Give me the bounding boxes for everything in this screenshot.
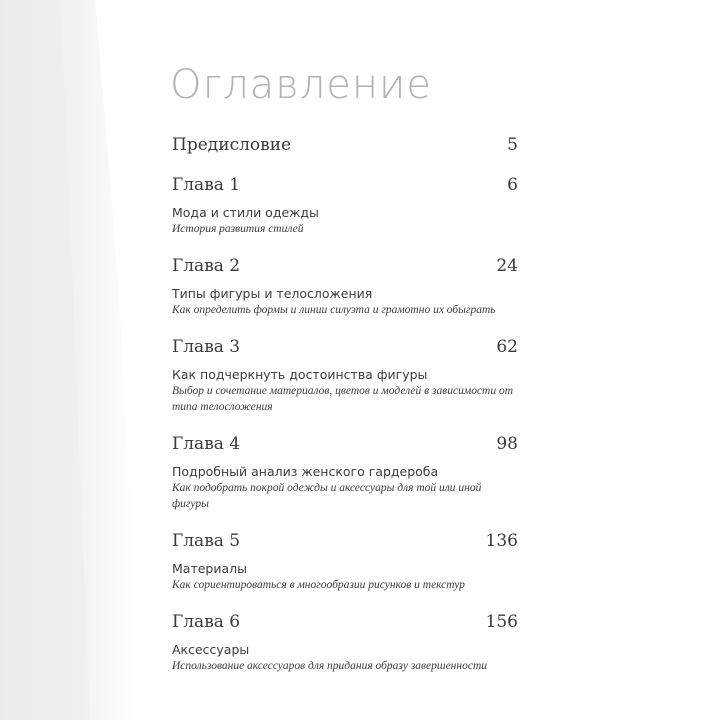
entry-description: Как сориентироваться в многообразии рисунков и текстур <box>172 579 465 591</box>
entry-description: Как определить формы и линии силуэта и грамотно их обыграть <box>172 304 496 316</box>
toc-entry-chapter-5 <box>172 526 518 593</box>
page-title: Оглавление <box>170 62 432 108</box>
entry-page-number: 156 <box>485 612 518 632</box>
entry-description: Использование аксессуаров для придания образу завершенности <box>172 660 488 672</box>
entry-subtitle: Типы фигуры и телосложения <box>172 286 373 301</box>
entry-subtitle: Мода и стили одежды <box>172 205 319 220</box>
entry-description: Выбор и сочетание материалов, цветов и моделей в зависимости от типа телосложения <box>172 385 514 413</box>
entry-title: Глава 3 <box>172 337 241 357</box>
entry-description: Как подобрать покрой одежды и аксессуары для той или иной фигуры <box>172 482 482 510</box>
entry-subtitle: Аксессуары <box>172 642 250 657</box>
toc-list <box>172 130 518 674</box>
toc-entry-chapter-4 <box>172 429 518 512</box>
toc-entry-chapter-3 <box>172 332 518 415</box>
entry-title: Предисловие <box>172 135 292 155</box>
entry-page-number: 5 <box>507 135 518 155</box>
entry-page-number: 24 <box>496 256 518 276</box>
entry-subtitle: Подробный анализ женского гардероба <box>172 464 439 479</box>
entry-page-number: 62 <box>496 337 518 357</box>
toc-entry-chapter-6 <box>172 607 518 674</box>
entry-title: Глава 2 <box>172 256 241 276</box>
toc-entry-chapter-1 <box>172 170 518 237</box>
entry-page-number: 98 <box>496 434 518 454</box>
entry-description: История развития стилей <box>172 223 304 235</box>
entry-page-number: 6 <box>507 175 518 195</box>
entry-title: Глава 6 <box>172 612 241 632</box>
entry-subtitle: Материалы <box>172 561 247 576</box>
entry-subtitle: Как подчеркнуть достоинства фигуры <box>172 367 428 382</box>
entry-title: Глава 1 <box>172 175 241 195</box>
toc-entry-chapter-2 <box>172 251 518 318</box>
toc-entry-preface <box>172 130 518 160</box>
entry-page-number: 136 <box>485 531 518 551</box>
entry-title: Глава 5 <box>172 531 241 551</box>
decorative-fabric-image <box>0 0 160 720</box>
entry-title: Глава 4 <box>172 434 241 454</box>
